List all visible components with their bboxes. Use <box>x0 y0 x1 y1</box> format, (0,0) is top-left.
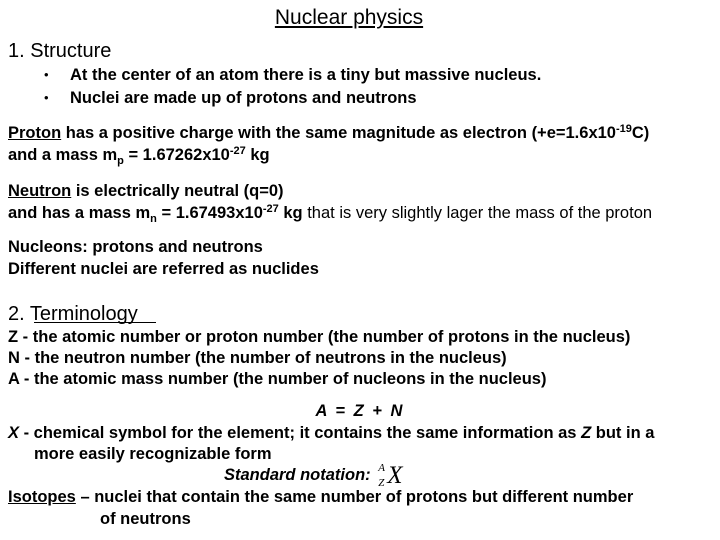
proton-charge-unit: C) <box>631 124 650 142</box>
neutron-mass-label: and has a mass m <box>8 204 151 222</box>
definition-z: Z - the atomic number or proton number (the number of protons in the nucleus) <box>8 328 631 346</box>
definition-n: N - the neutron number (the number of neutrons in the nucleus) <box>8 349 507 367</box>
neutron-comparison-text: that is very slightly lager the mass of the proton <box>302 204 653 222</box>
nuclide-mass-number: A <box>378 462 385 474</box>
neutron-term: Neutron <box>8 182 72 200</box>
structure-bullet-1 <box>44 66 542 84</box>
nucleons-line: Nucleons: protons and neutrons <box>8 238 263 256</box>
proton-mass-exponent: -27 <box>229 145 246 157</box>
mass-number-equation: A = Z + N <box>315 402 405 420</box>
bullet-icon: • <box>44 67 49 82</box>
neutron-mass-value: = 1.67493x10 <box>156 204 263 222</box>
proton-mass-unit: kg <box>245 146 270 164</box>
symbol-definition-line-2: more easily recognizable form <box>34 445 272 463</box>
bullet-text: At the center of an atom there is a tiny but massive nucleus. <box>70 66 542 84</box>
nuclide-element-symbol: X <box>387 462 403 489</box>
proton-mass-label: and a mass m <box>8 146 118 164</box>
isotopes-definition: – nuclei that contain the same number of protons but different number <box>75 488 634 506</box>
nuclides-line: Different nuclei are referred as nuclides <box>8 260 319 278</box>
proton-term: Proton <box>8 124 62 142</box>
terminology-heading-text: 2. Terminology <box>8 303 138 325</box>
neutron-charge-text: is electrically neutral (q=0) <box>71 182 284 200</box>
symbol-z: Z <box>581 424 592 442</box>
proton-charge-exponent: -19 <box>615 123 632 135</box>
structure-bullet-2 <box>44 89 417 107</box>
isotopes-term: Isotopes <box>8 488 76 506</box>
symbol-definition-text: - chemical symbol for the element; it contains the same information as <box>19 424 582 442</box>
symbol-definition-line-1 <box>8 424 654 443</box>
neutron-mass-unit: kg <box>278 204 303 222</box>
isotopes-line-2: of neutrons <box>100 510 191 528</box>
symbol-x: X <box>8 424 20 442</box>
bullet-icon: • <box>44 90 49 105</box>
nuclide-atomic-number: Z <box>378 477 385 489</box>
proton-line-1 <box>8 124 649 143</box>
proton-mass-subscript: p <box>117 155 124 167</box>
bullet-text: Nuclei are made up of protons and neutrons <box>70 89 417 107</box>
neutron-line-2 <box>8 204 652 223</box>
proton-mass-value: = 1.67262x10 <box>123 146 230 164</box>
neutron-mass-exponent: -27 <box>262 203 279 215</box>
section-structure-heading: 1. Structure <box>8 40 112 62</box>
page-title: Nuclear physics <box>274 6 424 29</box>
neutron-mass-subscript: n <box>150 213 157 225</box>
neutron-line-1 <box>8 182 284 201</box>
terminology-underline <box>34 322 156 323</box>
proton-charge-text: has a positive charge with the same magnitude as electron (+e=1.6x10 <box>61 124 616 142</box>
definition-a: A - the atomic mass number (the number of nucleons in the nucleus) <box>8 370 547 388</box>
isotopes-line-1 <box>8 488 633 507</box>
symbol-definition-end: but in a <box>591 424 655 442</box>
proton-line-2 <box>8 146 270 165</box>
standard-notation-label: Standard notation: <box>224 466 371 484</box>
